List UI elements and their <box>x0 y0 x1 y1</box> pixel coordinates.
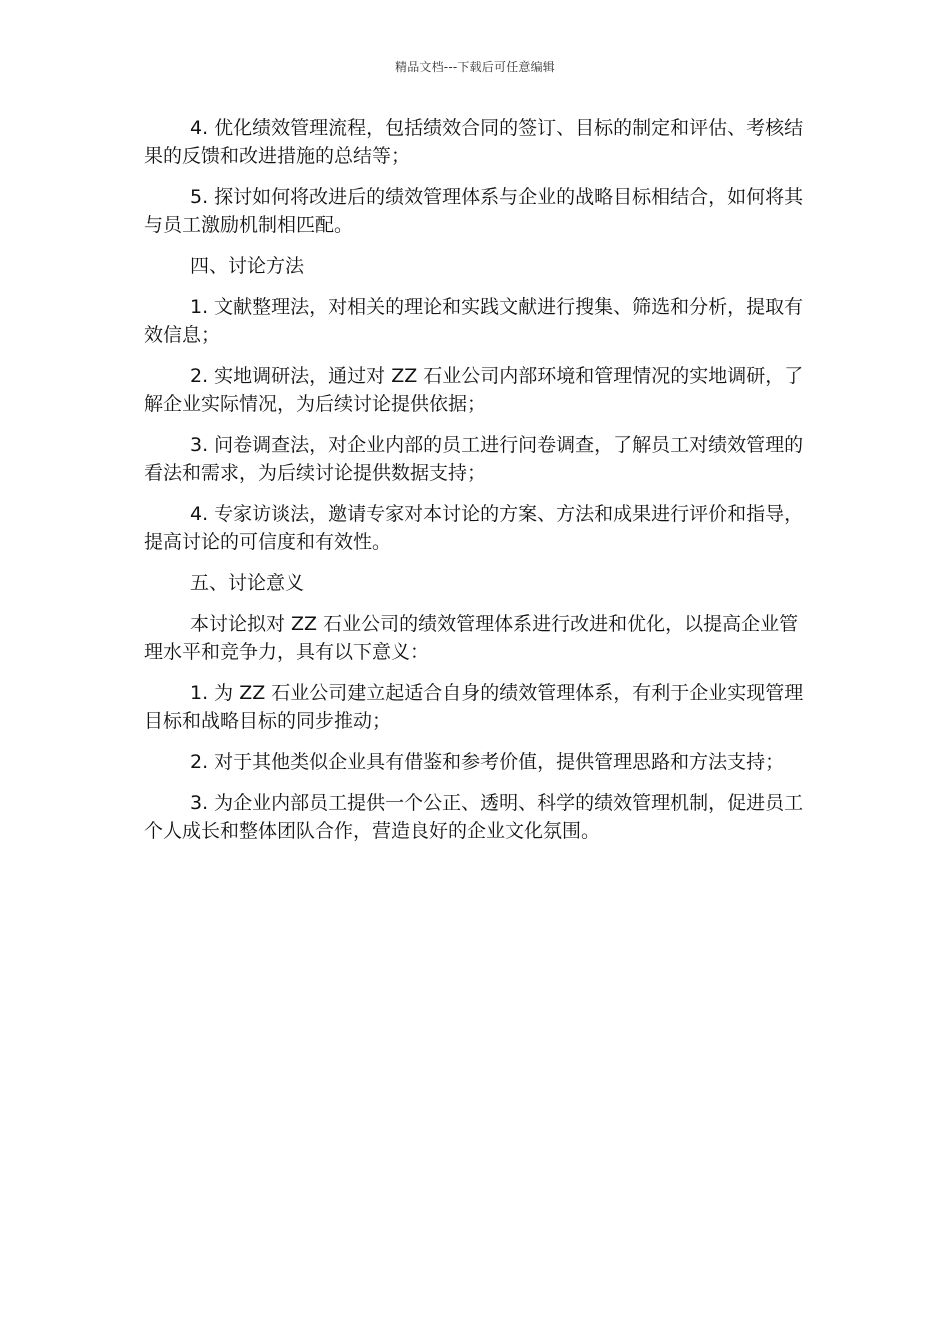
paragraph-method-4: 4. 专家访谈法，邀请专家对本讨论的方案、方法和成果进行评价和指导，提高讨论的可信度和有效性。 <box>144 503 804 553</box>
document-body <box>144 114 808 858</box>
section-heading-methods: 四、讨论方法 <box>190 255 305 277</box>
page-header: 精品文档---下载后可任意编辑 <box>395 60 555 74</box>
paragraph-goal-4: 4. 优化绩效管理流程，包括绩效合同的签订、目标的制定和评估、考核结果的反馈和改进措施的总结等； <box>144 117 804 167</box>
paragraph-method-2: 2. 实地调研法，通过对 ZZ 石业公司内部环境和管理情况的实地调研，了解企业实际情况，为后续讨论提供依据； <box>144 365 804 415</box>
paragraph-goal-5: 5. 探讨如何将改进后的绩效管理体系与企业的战略目标相结合，如何将其与员工激励机制相匹配。 <box>144 186 804 236</box>
paragraph-method-3: 3. 问卷调查法，对企业内部的员工进行问卷调查，了解员工对绩效管理的看法和需求，为后续讨论提供数据支持； <box>144 434 804 484</box>
paragraph-significance-1: 1. 为 ZZ 石业公司建立起适合自身的绩效管理体系，有利于企业实现管理目标和战略目标的同步推动； <box>144 682 804 732</box>
paragraph-significance-3: 3. 为企业内部员工提供一个公正、透明、科学的绩效管理机制，促进员工个人成长和整体团队合作，营造良好的企业文化氛围。 <box>144 792 804 842</box>
paragraph-method-1: 1. 文献整理法，对相关的理论和实践文献进行搜集、筛选和分析，提取有效信息； <box>144 296 804 346</box>
section-heading-significance: 五、讨论意义 <box>190 572 305 594</box>
paragraph-significance-intro: 本讨论拟对 ZZ 石业公司的绩效管理体系进行改进和优化，以提高企业管理水平和竞争力，具有以下意义： <box>144 613 799 663</box>
paragraph-significance-2: 2. 对于其他类似企业具有借鉴和参考价值，提供管理思路和方法支持； <box>190 751 785 773</box>
